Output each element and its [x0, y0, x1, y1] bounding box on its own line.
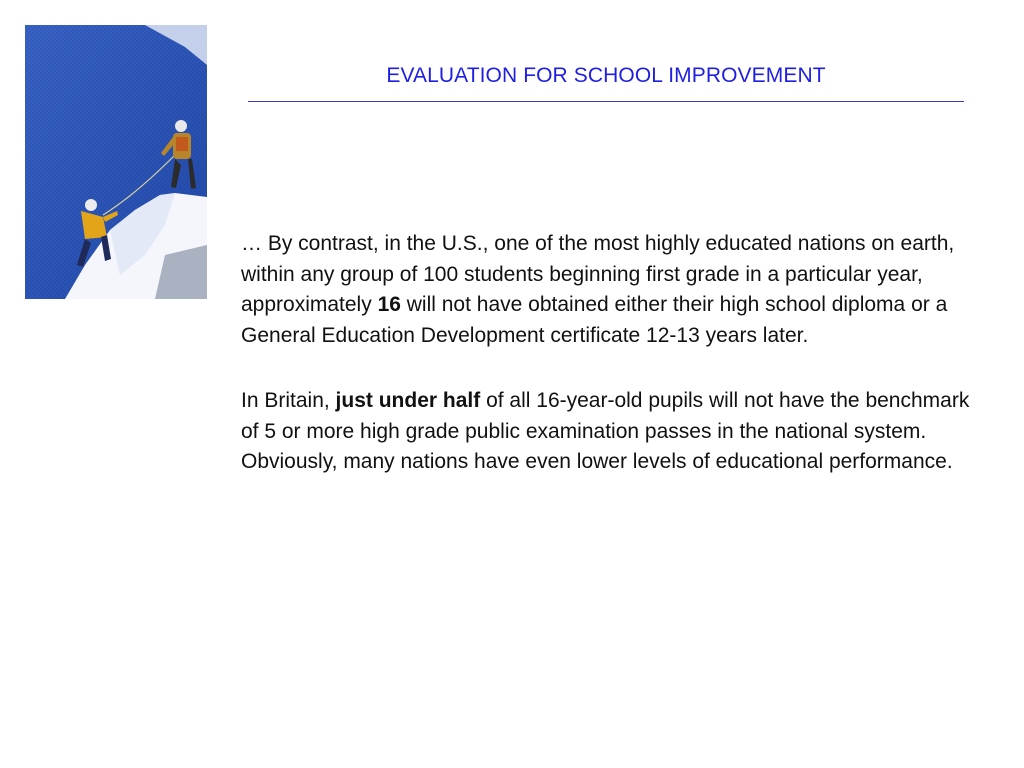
paragraph2-emphasis: just under half [335, 389, 481, 412]
climbers-photo [25, 25, 207, 299]
title-divider [248, 101, 964, 102]
paragraph1-emphasis: 16 [377, 293, 401, 316]
slide-title: EVALUATION FOR SCHOOL IMPROVEMENT [386, 64, 826, 87]
paragraph-us-statistics [241, 229, 976, 351]
paragraph2-text-end: of all 16-year-old pupils will not have the benchmark of 5 or more high grade public examination passes in the national system. Obviously, many nations have even lower levels of educational performance. [241, 389, 970, 473]
climbers-illustration [25, 25, 207, 299]
paragraph-britain-statistics [241, 386, 976, 478]
slide-body [241, 229, 976, 478]
paragraph2-text-start: In Britain, [241, 389, 336, 412]
paragraph1-text-end: will not have obtained either their high school diploma or a General Education Development certificate 12-13 years later. [241, 293, 948, 347]
paragraph1-text-start: … By contrast, in the U.S., one of the most highly educated nations on earth, within any group of 100 students beginning first grade in a particular year, approximately [241, 232, 955, 316]
